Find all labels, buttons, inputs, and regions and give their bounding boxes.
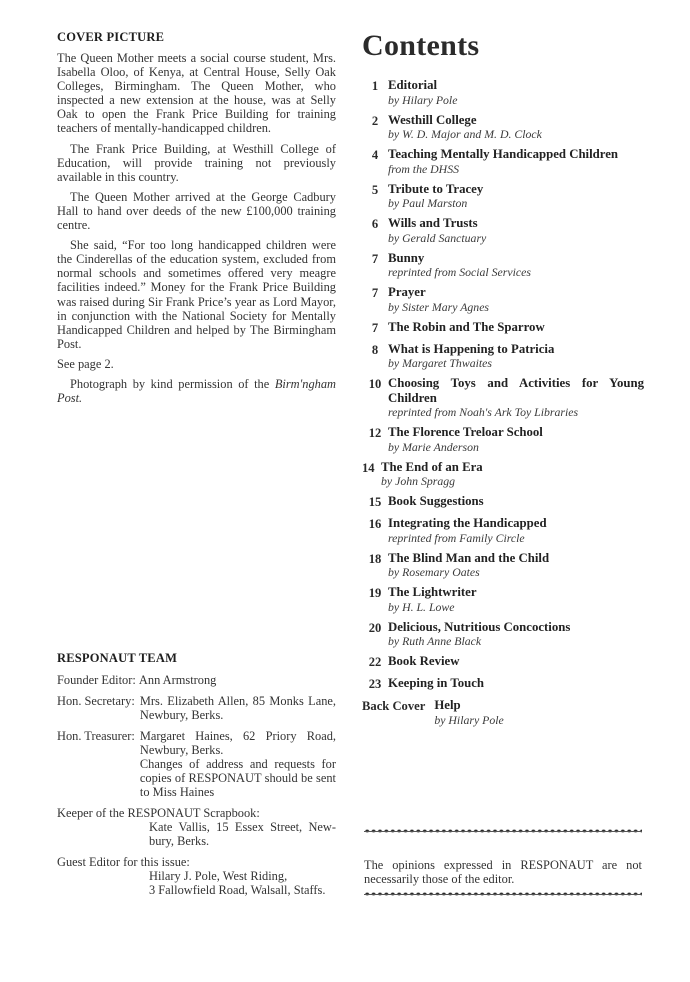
team-treasurer [57,729,336,799]
toc-entry-text [388,620,644,649]
team-heading: RESPONAUT TEAM [57,651,178,665]
team-founder-editor [57,673,336,687]
toc-title: Keeping in Touch [388,676,485,690]
toc-entry-text [388,147,644,176]
toc-byline: by Margaret Thwaites [388,356,492,370]
toc-title: Delicious, Nutritious Concoctions [388,619,571,634]
toc-item[interactable] [362,494,644,510]
toc-item-back-cover[interactable] [362,698,644,727]
treasurer-value: Margaret Haines, 62 Priory Road, Newbury, Berks. [139,729,336,757]
toc-item[interactable] [362,342,644,371]
toc-entry-text [388,113,644,142]
toc-byline: by Hilary Pole [434,712,504,727]
toc-page-number: Back Cover [362,699,426,713]
toc-byline: reprinted from Family Circle [388,530,525,545]
toc-entry-text [388,182,644,211]
toc-title: Teaching Mentally Handicapped Children [388,147,619,161]
toc-title: The Robin and The Sparrow [388,319,545,334]
toc-byline: from the DHSS [388,161,459,176]
secretary-value: Mrs. Elizabeth Allen, 85 Monks Lane, Newbury, Berks. [139,694,336,722]
toc-byline: by John Spragg [381,474,456,488]
toc-byline: by W. D. Major and M. D. Clock [388,127,542,141]
toc-entry-text [388,251,644,280]
disclaimer-text: The opinions expressed in RESPONAUT are not necessarily those of the editor. [364,858,642,887]
photo-credit-prefix: Photograph by kind permission of the [70,376,275,391]
toc-title: Editorial [388,78,438,92]
toc-title: Integrating the Handicapped [388,516,547,530]
photo-credit [57,377,336,405]
toc-item[interactable] [362,376,644,419]
toc-title: Prayer [388,285,426,299]
toc-entry-text [388,216,644,245]
toc-entry-text [388,425,644,454]
toc-entry-text [388,285,644,314]
toc-page-number: 5 [371,182,379,197]
toc-entry-text [434,698,644,727]
team-secretary [57,694,336,722]
toc-title: Book Review [388,654,460,668]
team-guest-editor [57,855,336,897]
toc-page-number: 18 [368,551,382,566]
toc-entry-text [388,654,644,670]
toc-page-number: 7 [371,251,379,266]
toc-item[interactable] [362,147,644,176]
toc-page-number: 12 [368,426,382,440]
toc-item[interactable] [362,551,644,580]
toc-entry-text [381,460,644,489]
toc-byline: by Rosemary Oates [388,565,480,579]
responaut-team-section [57,651,336,904]
contents-section [362,30,644,727]
scrapbook-value: Kate Vallis, 15 Essex Street, New-bury, Berks. [149,820,336,848]
guest-line-2: 3 Fallowfield Road, Walsall, Staffs. [149,883,326,897]
toc-page-number: 7 [371,286,379,300]
toc-title: The Blind Man and the Child [388,550,550,565]
toc-title: Tribute to Tracey [388,181,484,196]
toc-entry-text [388,342,644,371]
guest-label: Guest Editor for this issue: [57,855,190,869]
toc-byline: by Sister Mary Agnes [388,299,490,314]
toc-entry-text [388,320,644,336]
toc-byline: by Paul Marston [388,196,468,210]
cover-paragraph: The Queen Mother arrived at the George Cadbury Hall to hand over deeds of the new £100,000 training centre. [57,189,336,233]
toc-entry-text [388,551,644,580]
decorative-rule-top [364,828,642,834]
toc-entry-text [388,494,644,510]
toc-item[interactable] [362,182,644,211]
decorative-rule-bottom [364,891,642,897]
cover-see-page: See page 2. [57,356,114,371]
toc-title: Bunny [388,250,425,265]
toc-page-number: 6 [371,217,379,231]
toc-item[interactable] [362,425,644,454]
toc-item[interactable] [362,320,644,336]
toc-page-number: 16 [368,517,382,531]
toc-title: The Florence Treloar School [388,425,543,439]
toc-byline: by Marie Anderson [388,439,479,454]
scrapbook-label: Keeper of the RESPONAUT Scrapbook: [57,806,260,820]
toc-byline: by Hilary Pole [388,92,458,107]
toc-entry-text [388,516,644,545]
cover-paragraph: She said, “For too long handicapped children were the Cinderellas of the education system, excluded from normal schools and sometimes offered very meagre facilities indeed.” Money for the Frank Price Building was raised during Sir Frank Price’s year as Lord Mayor, in conjunction with the National Society for Mentally Handicapped Children and helped by The Birmingham Post. [57,238,336,351]
cover-picture-section [57,30,336,411]
contents-list [362,78,644,692]
toc-page-number: 10 [368,377,382,391]
team-scrapbook [57,806,336,848]
photo-credit-source: Birm'ngham Post. [57,376,336,406]
toc-byline: by Ruth Anne Black [388,634,482,648]
toc-page-number: 20 [368,620,382,635]
toc-item[interactable] [362,285,644,314]
toc-item[interactable] [362,251,644,280]
treasurer-label: Hon. Treasurer: [57,729,135,743]
secretary-label: Hon. Secretary: [57,694,135,708]
toc-title: Choosing Toys and Activities for Young Children [388,376,644,405]
toc-byline: reprinted from Social Services [388,265,531,279]
toc-page-number: 14 [362,460,375,475]
toc-page-number: 22 [368,655,382,669]
toc-title: What is Happening to Patricia [388,341,555,356]
toc-title: The Lightwriter [388,585,477,599]
toc-page-number: 8 [371,342,379,357]
treasurer-details [138,729,336,799]
toc-item[interactable] [362,676,644,692]
toc-page-number: 7 [371,320,379,335]
cover-paragraph: The Frank Price Building, at Westhill College of Education, will provide training not previously available in this country. [57,141,336,184]
toc-entry-text [388,585,644,614]
contents-title: Contents [362,29,480,62]
toc-page-number: 15 [368,495,382,509]
founder-label: Founder Editor: [57,673,136,687]
toc-item[interactable] [362,216,644,245]
toc-page-number: 2 [371,113,379,128]
toc-item[interactable] [362,620,644,649]
toc-item[interactable] [362,78,644,107]
toc-byline: by Gerald Sanctuary [388,230,487,245]
toc-byline: reprinted from Noah's Ark Toy Libraries [388,405,579,419]
toc-entry-text [388,78,644,107]
cover-picture-heading: COVER PICTURE [57,30,165,44]
toc-page-number: 19 [368,586,382,600]
toc-item[interactable] [362,460,644,489]
toc-title: Book Suggestions [388,494,484,508]
toc-page-number: 23 [368,677,382,691]
toc-entry-text [388,376,644,419]
cover-paragraph: The Queen Mother meets a social course student, Mrs. Isabella Oloo, of Kenya, at Central House, Selly Oak Colleges, Birmingham. The Queen Mother, who inspected a new extension at the house, was at Selly Oak to open the Frank Price Building for training teachers of mentally-handicapped children. [57,51,336,136]
toc-byline: by H. L. Lowe [388,599,455,614]
toc-item[interactable] [362,654,644,670]
toc-title: Westhill College [388,112,477,127]
toc-title: Wills and Trusts [388,216,478,230]
toc-item[interactable] [362,113,644,142]
toc-item[interactable] [362,516,644,545]
treasurer-note: Changes of address and requests for copies of RESPONAUT should be sent to Miss Haines [139,757,336,799]
toc-entry-text [388,676,644,692]
founder-value: Ann Armstrong [138,673,217,687]
toc-title: The End of an Era [381,459,483,474]
toc-title: Help [434,698,461,712]
toc-page-number: 4 [371,148,379,162]
toc-page-number: 1 [371,79,379,93]
toc-item[interactable] [362,585,644,614]
guest-line-1: Hilary J. Pole, West Riding, [149,869,288,883]
